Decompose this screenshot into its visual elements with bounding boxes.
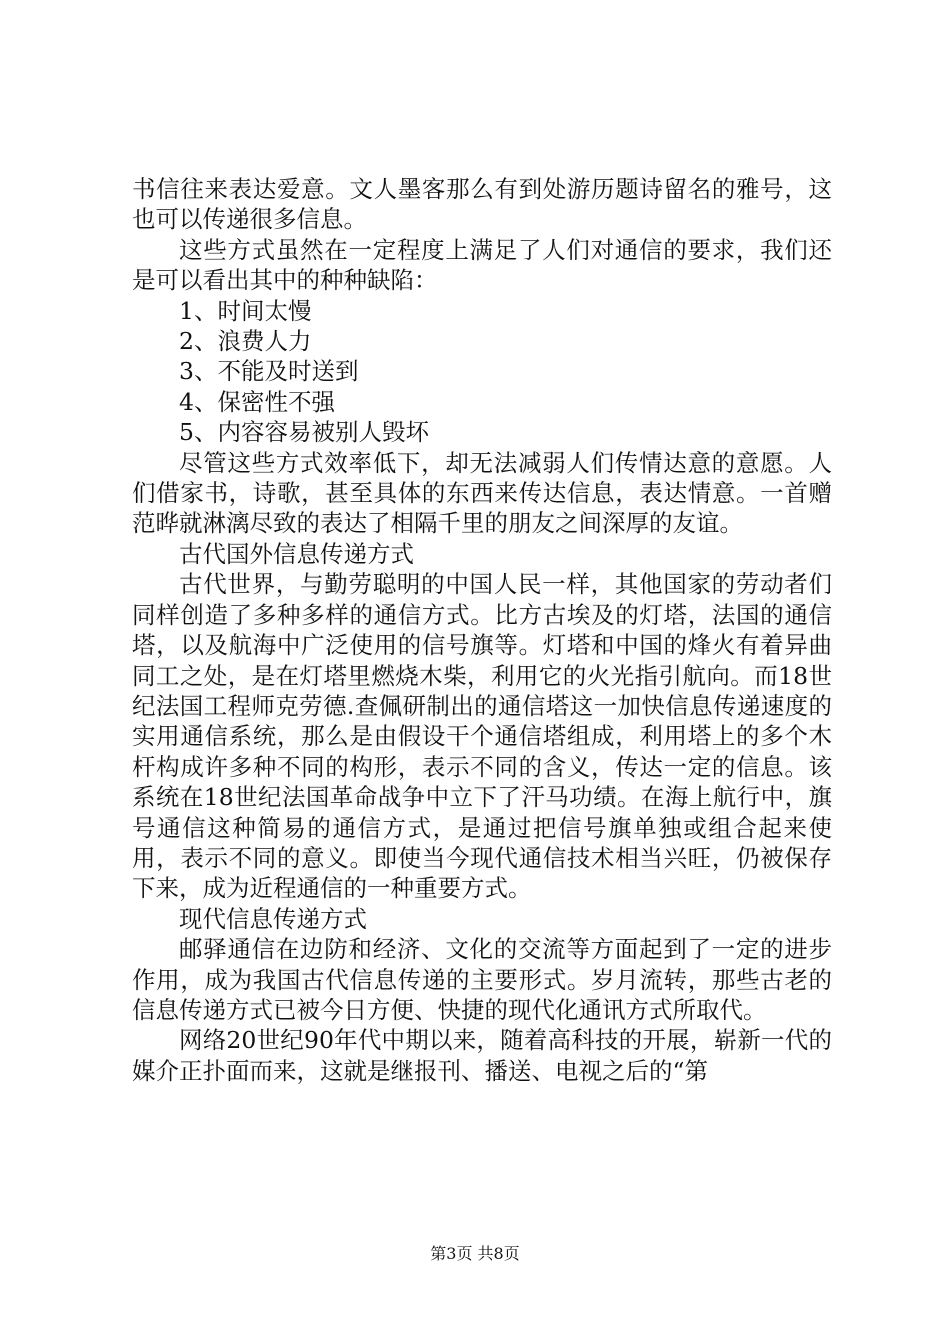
paragraph-postal: 邮驿通信在边防和经济、文化的交流等方面起到了一定的进步作用，成为我国古代信息传递的主要形式。岁月流转，那些古老的信息传递方式已被今日方便、快捷的现代化通讯方式所取代。 — [132, 935, 832, 1024]
page-footer — [0, 1244, 950, 1264]
page-number: 第3页 共8页 — [430, 1244, 520, 1263]
list-item-confidentiality: 4、保密性不强 — [179, 387, 335, 416]
list-item-slow: 1、时间太慢 — [179, 296, 312, 325]
list-item-damage: 5、内容容易被别人毁坏 — [179, 418, 429, 447]
paragraph-continuation: 书信往来表达爱意。文人墨客那么有到处游历题诗留名的雅号，这也可以传递很多信息。 — [132, 175, 832, 234]
list-item-not-timely: 3、不能及时送到 — [179, 357, 359, 386]
paragraph-shortcomings-intro: 这些方式虽然在一定程度上满足了人们对通信的要求，我们还是可以看出其中的种种缺陷： — [132, 235, 832, 295]
paragraph-ancient-foreign: 古代世界，与勤劳聪明的中国人民一样，其他国家的劳动者们同样创造了多种多样的通信方式。比方古埃及的灯塔，法国的通信塔，以及航海中广泛使用的信号旗等。灯塔和中国的烽火有着异曲同工之处，是在灯塔里燃烧木柴，利用它的火光指引航向。而18世纪法国工程师克劳德.查佩研制出的通信塔这一加快信息传递速度的实用通信系统，那么是由假设干个通信塔组成，利用塔上的多个木杆构成许多种不同的构形，表示不同的含义，传达一定的信息。该系统在18世纪法国革命战争中立下了汗马功绩。在海上航行中，旗号通信这种简易的通信方式，是通过把信号旗单独或组合起来使用，表示不同的意义。即使当今现代通信技术相当兴旺，仍被保存下来，成为近程通信的一种重要方式。 — [132, 570, 832, 903]
section-heading-ancient-foreign: 古代国外信息传递方式 — [179, 539, 414, 568]
paragraph-emotion: 尽管这些方式效率低下，却无法减弱人们传情达意的意愿。人们借家书，诗歌，甚至具体的东西来传达信息，表达情意。一首赠范晔就淋漓尽致的表达了相隔千里的朋友之间深厚的友谊。 — [132, 448, 832, 538]
document-body — [132, 174, 832, 1086]
section-heading-modern: 现代信息传递方式 — [179, 904, 367, 933]
list-item-manpower: 2、浪费人力 — [179, 327, 312, 356]
paragraph-network: 网络20世纪90年代中期以来，随着高科技的开展，崭新一代的媒介正扑面而来，这就是继报刊、播送、电视之后的“第 — [132, 1026, 832, 1085]
